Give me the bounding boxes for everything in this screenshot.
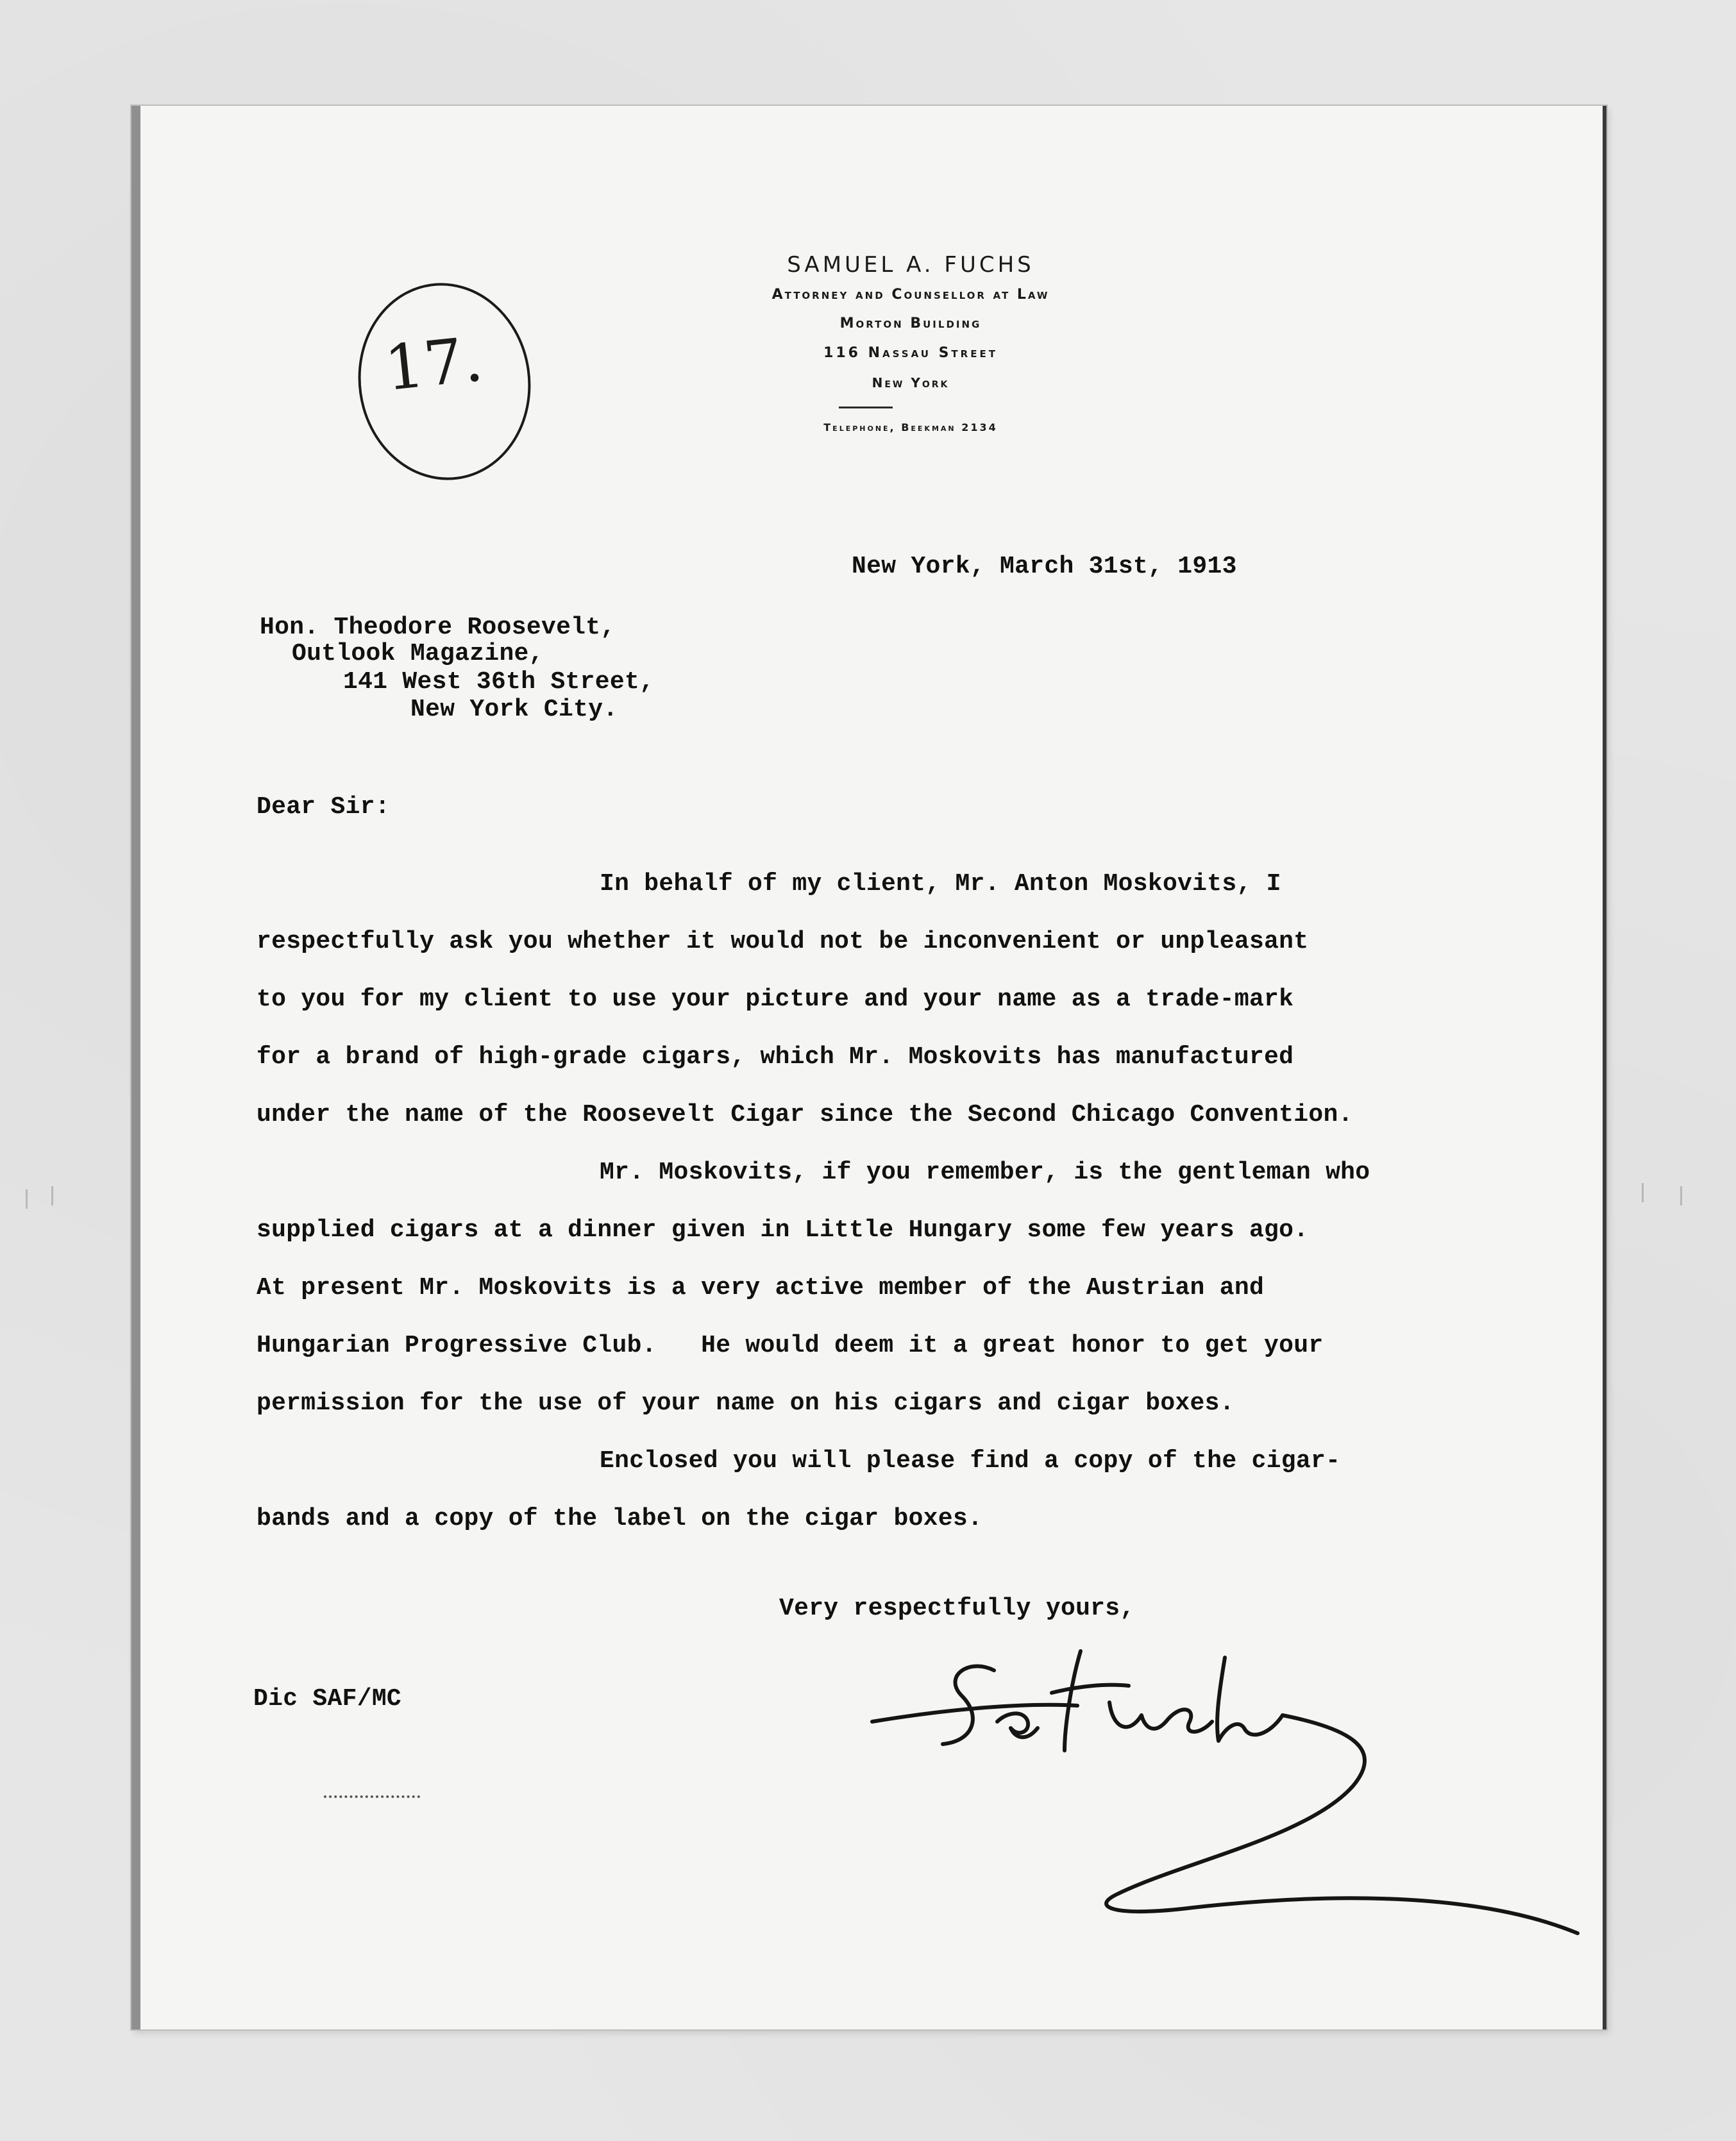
letterhead-name: SAMUEL A. FUCHS bbox=[787, 252, 1034, 278]
letterhead-telephone: Telephone, Beekman 2134 bbox=[823, 421, 998, 433]
stray-mark bbox=[324, 1795, 420, 1798]
date-line: New York, March 31st, 1913 bbox=[852, 553, 1237, 580]
body-line: In behalf of my client, Mr. Anton Moskovits, I bbox=[600, 870, 1281, 898]
scan-mark bbox=[1680, 1186, 1682, 1205]
body-line: to you for my client to use your picture and your name as a trade-mark bbox=[257, 986, 1294, 1013]
body-line: Enclosed you will please find a copy of the cigar- bbox=[600, 1447, 1341, 1475]
body-line: respectfully ask you whether it would not be inconvenient or unpleasant bbox=[257, 928, 1309, 955]
letterhead-title: Attorney and Counsellor at Law bbox=[771, 287, 1050, 303]
body-line: permission for the use of your name on his cigars and cigar boxes. bbox=[257, 1390, 1235, 1417]
body-line: Hungarian Progressive Club. He would deem it a great honor to get your bbox=[257, 1332, 1324, 1359]
recipient-line: 141 West 36th Street, bbox=[343, 668, 655, 696]
letterhead-street: 116 Nassau Street bbox=[823, 345, 998, 361]
body-line: for a brand of high-grade cigars, which Mr. Moskovits has manufactured bbox=[257, 1043, 1294, 1071]
archive-number: 17. bbox=[381, 323, 487, 405]
closing: Very respectfully yours, bbox=[779, 1595, 1135, 1622]
body-line: supplied cigars at a dinner given in Little Hungary some few years ago. bbox=[257, 1216, 1309, 1244]
signature bbox=[859, 1632, 1584, 1946]
recipient-line: New York City. bbox=[410, 696, 618, 723]
salutation: Dear Sir: bbox=[257, 793, 390, 821]
dictation-reference: Dic SAF/MC bbox=[253, 1685, 402, 1713]
body-line: Mr. Moskovits, if you remember, is the gentleman who bbox=[600, 1159, 1370, 1186]
body-line: bands and a copy of the label on the cigar boxes. bbox=[257, 1505, 983, 1532]
recipient-line: Hon. Theodore Roosevelt, bbox=[260, 614, 616, 641]
body-line: At present Mr. Moskovits is a very active member of the Austrian and bbox=[257, 1274, 1265, 1302]
scan-mark bbox=[1642, 1183, 1644, 1202]
letterhead-city: New York bbox=[872, 375, 950, 390]
scan-mark bbox=[51, 1186, 53, 1205]
letterhead-building: Morton Building bbox=[839, 315, 982, 332]
letterhead-divider bbox=[839, 407, 893, 408]
recipient-line: Outlook Magazine, bbox=[292, 640, 544, 667]
scan-mark bbox=[26, 1189, 28, 1209]
body-line: under the name of the Roosevelt Cigar since the Second Chicago Convention. bbox=[257, 1101, 1353, 1129]
